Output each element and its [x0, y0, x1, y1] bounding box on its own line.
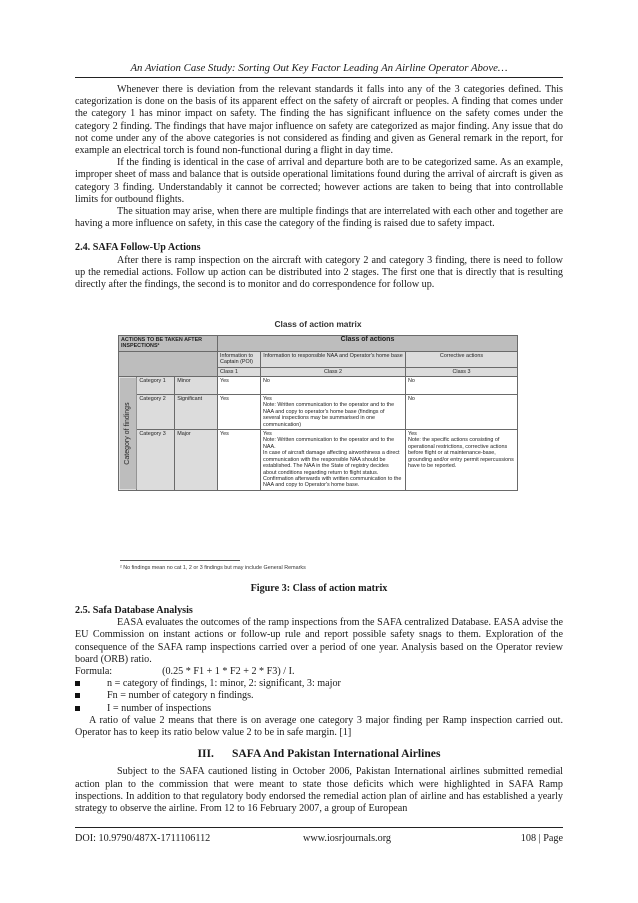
col-header-poi: Information to Captain (POI): [218, 351, 261, 367]
class-1-label: Class 1: [218, 367, 261, 376]
bullet-square-icon: [75, 706, 80, 711]
figure-title: Class of action matrix: [274, 319, 362, 329]
severity-minor: Minor: [175, 377, 218, 395]
bullet-square-icon: [75, 693, 80, 698]
paragraph-ratio: A ratio of value 2 means that there is on average one category 3 major finding per Ramp inspection carried out. Operator has to keep its ratio below value 2 to be in safe margin. [1]: [75, 714, 563, 739]
class-3-label: Class 3: [406, 367, 518, 376]
col-header-corrective: Corrective actions: [406, 351, 518, 367]
body-text-top: [75, 84, 563, 291]
footer-site: www.iosrjournals.org: [303, 833, 392, 844]
paragraph-identical-finding: If the finding is identical in the case of arrival and departure both are to be categorized same. As an example, improper sheet of mass and balance that is outside operational limitations found during the arrival of aircraft is given as category 3 finding. Understandably it cannot be corrected; however actions are taken to being that into controllable limits for outbound flights.: [75, 157, 563, 205]
paragraph-follow-up: After there is ramp inspection on the aircraft with category 2 and category 3 finding, there is need to follow up the remedial actions. Follow up action can be distributed into 2 stages. The first one that is directly that is resulting directly after the findings, the second is to monitor and do correspondence for follow up.: [75, 254, 563, 291]
bullet-item: n = category of findings, 1: minor, 2: significant, 3: major: [75, 678, 563, 690]
class-of-action-matrix-figure: [116, 317, 520, 579]
section-2-5-title: 2.5. Safa Database Analysis: [75, 605, 193, 616]
class-of-action-table: [118, 335, 518, 491]
paragraph-categories: Whenever there is deviation from the relevant standards it falls into any of the 3 categories defined. This categorization is done on the basis of its apparent effect on the safety of aircraft or peoples. A finding that comes under the category 1 has minor impact on safety. The finding the has significant influence on the safety comes under the category 2 finding. The findings that have major influence on safety are categorized as major finding. Any issue that do not come under any of the above categories is not considered as finding and given as General remark in the report, for example an electrical torch is found non-functional during a flight in day time.: [75, 84, 563, 157]
cat3-class3: Yes Note: the specific actions consisting of operational restrictions, corrective actions before flight or at maintenance-base, grounding and/or entry permit repercussions have to be reported.: [406, 430, 518, 491]
header-rule: [75, 77, 563, 78]
formula-label: Formula:: [75, 666, 113, 678]
class-of-actions-header: Class of actions: [218, 336, 518, 352]
figure-footnote-rule: [120, 560, 240, 561]
bullet-item: Fn = number of category n findings.: [75, 690, 563, 702]
cat2-class1: Yes: [218, 395, 261, 430]
cat1-class3: No: [406, 377, 518, 395]
category-3: Category 3: [137, 430, 175, 491]
category-2: Category 2: [137, 395, 175, 430]
class-2-label: Class 2: [261, 367, 406, 376]
body-text-bottom: [75, 605, 563, 815]
section-3-title: III. SAFA And Pakistan International Airlines: [197, 747, 441, 761]
paragraph-multiple-findings: The situation may arise, when there are multiple findings that are interrelated with each other and together are having a more influence on safety, in this case the category of the finding is raised due to safety impact.: [75, 206, 563, 230]
footer-page: 108 | Page: [520, 833, 563, 844]
cat1-class1: Yes: [218, 377, 261, 395]
bullet-square-icon: [75, 681, 80, 686]
footer-doi: DOI: 10.9790/487X-1711106112: [75, 833, 211, 844]
cat2-class3: No: [406, 395, 518, 430]
cat3-class2: Yes Note: Written communication to the operator and to the NAA. In case of aircraft damage affecting airworthiness a direct communication with the responsible NAA should be established. The NAA in the State of registry decides about conditions regarding return to flight status. Confirmation afterwards with written communication to the NAA and copy to Operator's home base.: [261, 430, 406, 491]
figure-footnote: ² No findings mean no cat 1, 2 or 3 findings but may include General Remarks: [120, 565, 306, 571]
running-header: An Aviation Case Study: Sorting Out Key Factor Leading An Airline Operator Above…: [130, 62, 508, 74]
cat3-class1: Yes: [218, 430, 261, 491]
paragraph-pia: Subject to the SAFA cautioned listing in October 2006, Pakistan International airlines submitted remedial action plan to the commission that were meant to state those deficits which were highlighted in SAFA Ramp inspections. In addition to that regulatory body endorsed the remedial action plan of airline and has established a yearly strategy to observe the airline. From 12 to 16 February 2007, a group of European: [75, 766, 563, 815]
footer-rule: [75, 827, 563, 828]
severity-major: Major: [175, 430, 218, 491]
cat2-class2: Yes Note: Written communication to the operator and to the NAA and copy to operator's home base (findings of several inspections may be summarised in one communication): [261, 395, 406, 430]
cat1-class2: No: [261, 377, 406, 395]
severity-significant: Significant: [175, 395, 218, 430]
category-axis-label: Category of findings: [119, 377, 137, 491]
col-header-naa: Information to responsible NAA and Operator's home base: [261, 351, 406, 367]
formula: (0.25 * F1 + 1 * F2 + 2 * F3) / I.: [162, 666, 295, 678]
corner-header: ACTIONS TO BE TAKEN AFTER INSPECTIONS²: [119, 336, 218, 352]
bullet-item: I = number of inspections: [75, 703, 563, 715]
section-2-4-title: 2.4. SAFA Follow-Up Actions: [75, 242, 201, 254]
category-1: Category 1: [137, 377, 175, 395]
paragraph-database-analysis: EASA evaluates the outcomes of the ramp inspections from the SAFA centralized Database. EASA advise the EU Commission on instant actions or follow-up rule and report possible safety snags to them. Exploration of the consequence of the SAFA ramp inspections carried over a period of one year. Analysis based on the Operator review board (ORB) ratio.: [75, 617, 563, 665]
figure-caption: Figure 3: Class of action matrix: [250, 583, 388, 594]
corner-blank: [119, 351, 218, 376]
formula-line: [75, 666, 563, 678]
